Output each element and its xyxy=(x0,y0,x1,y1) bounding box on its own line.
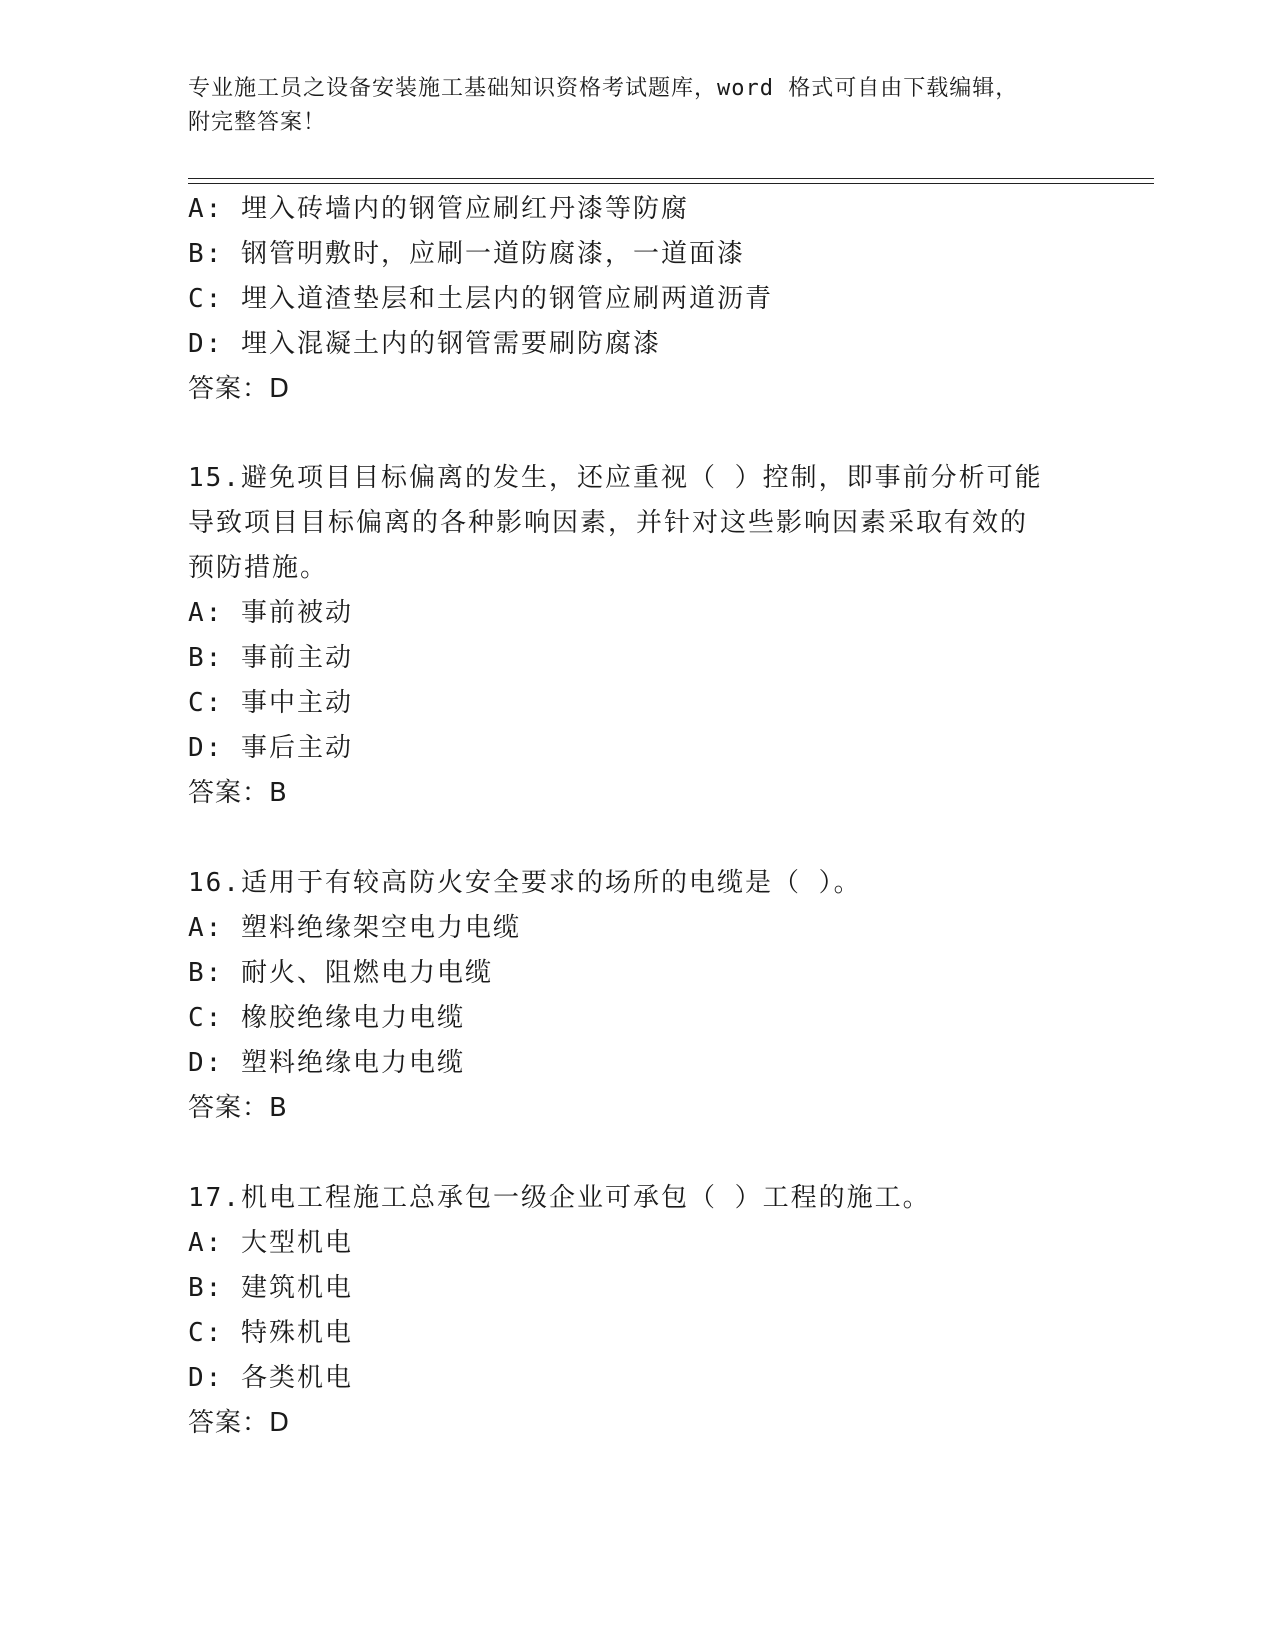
q15-option-d: D: 事后主动 xyxy=(188,733,353,763)
q15-stem-line-3: 预防措施。 xyxy=(188,553,329,583)
q14-answer: 答案：D xyxy=(188,374,291,404)
q16-option-d: D: 塑料绝缘电力电缆 xyxy=(188,1048,465,1078)
q15-stem-line-2: 导致项目目标偏离的各种影响因素，并针对这些影响因素采取有效的 xyxy=(188,508,1029,538)
q16-answer: 答案：B xyxy=(188,1093,288,1123)
q17-option-b: B: 建筑机电 xyxy=(188,1273,353,1303)
q17-answer: 答案：D xyxy=(188,1408,291,1438)
q17-option-c: C: 特殊机电 xyxy=(188,1318,353,1348)
q14-option-a: A: 埋入砖墙内的钢管应刷红丹漆等防腐 xyxy=(188,194,689,224)
header-divider-top xyxy=(188,178,1154,179)
q15-option-b: B: 事前主动 xyxy=(188,643,353,673)
header-divider-bottom xyxy=(188,183,1154,184)
q15-stem-line-1: 15.避免项目目标偏离的发生，还应重视（ ）控制，即事前分析可能 xyxy=(188,463,1043,493)
header-line-1: 专业施工员之设备安装施工基础知识资格考试题库，word 格式可自由下载编辑， xyxy=(188,76,1019,101)
document-header xyxy=(188,72,1068,140)
q16-option-a: A: 塑料绝缘架空电力电缆 xyxy=(188,913,521,943)
q15-option-c: C: 事中主动 xyxy=(188,688,353,718)
q15-option-a: A: 事前被动 xyxy=(188,598,353,628)
q16-option-c: C: 橡胶绝缘电力电缆 xyxy=(188,1003,465,1033)
q14-option-b: B: 钢管明敷时，应刷一道防腐漆，一道面漆 xyxy=(188,239,745,269)
q17-option-d: D: 各类机电 xyxy=(188,1363,353,1393)
q16-stem: 16.适用于有较高防火安全要求的场所的电缆是（ ）。 xyxy=(188,868,862,898)
q15-answer: 答案：B xyxy=(188,778,288,808)
q17-stem: 17.机电工程施工总承包一级企业可承包（ ）工程的施工。 xyxy=(188,1183,931,1213)
q17-option-a: A: 大型机电 xyxy=(188,1228,353,1258)
q14-option-d: D: 埋入混凝土内的钢管需要刷防腐漆 xyxy=(188,329,661,359)
q16-option-b: B: 耐火、阻燃电力电缆 xyxy=(188,958,493,988)
header-line-2: 附完整答案！ xyxy=(188,110,327,135)
q14-option-c: C: 埋入道渣垫层和土层内的钢管应刷两道沥青 xyxy=(188,284,773,314)
